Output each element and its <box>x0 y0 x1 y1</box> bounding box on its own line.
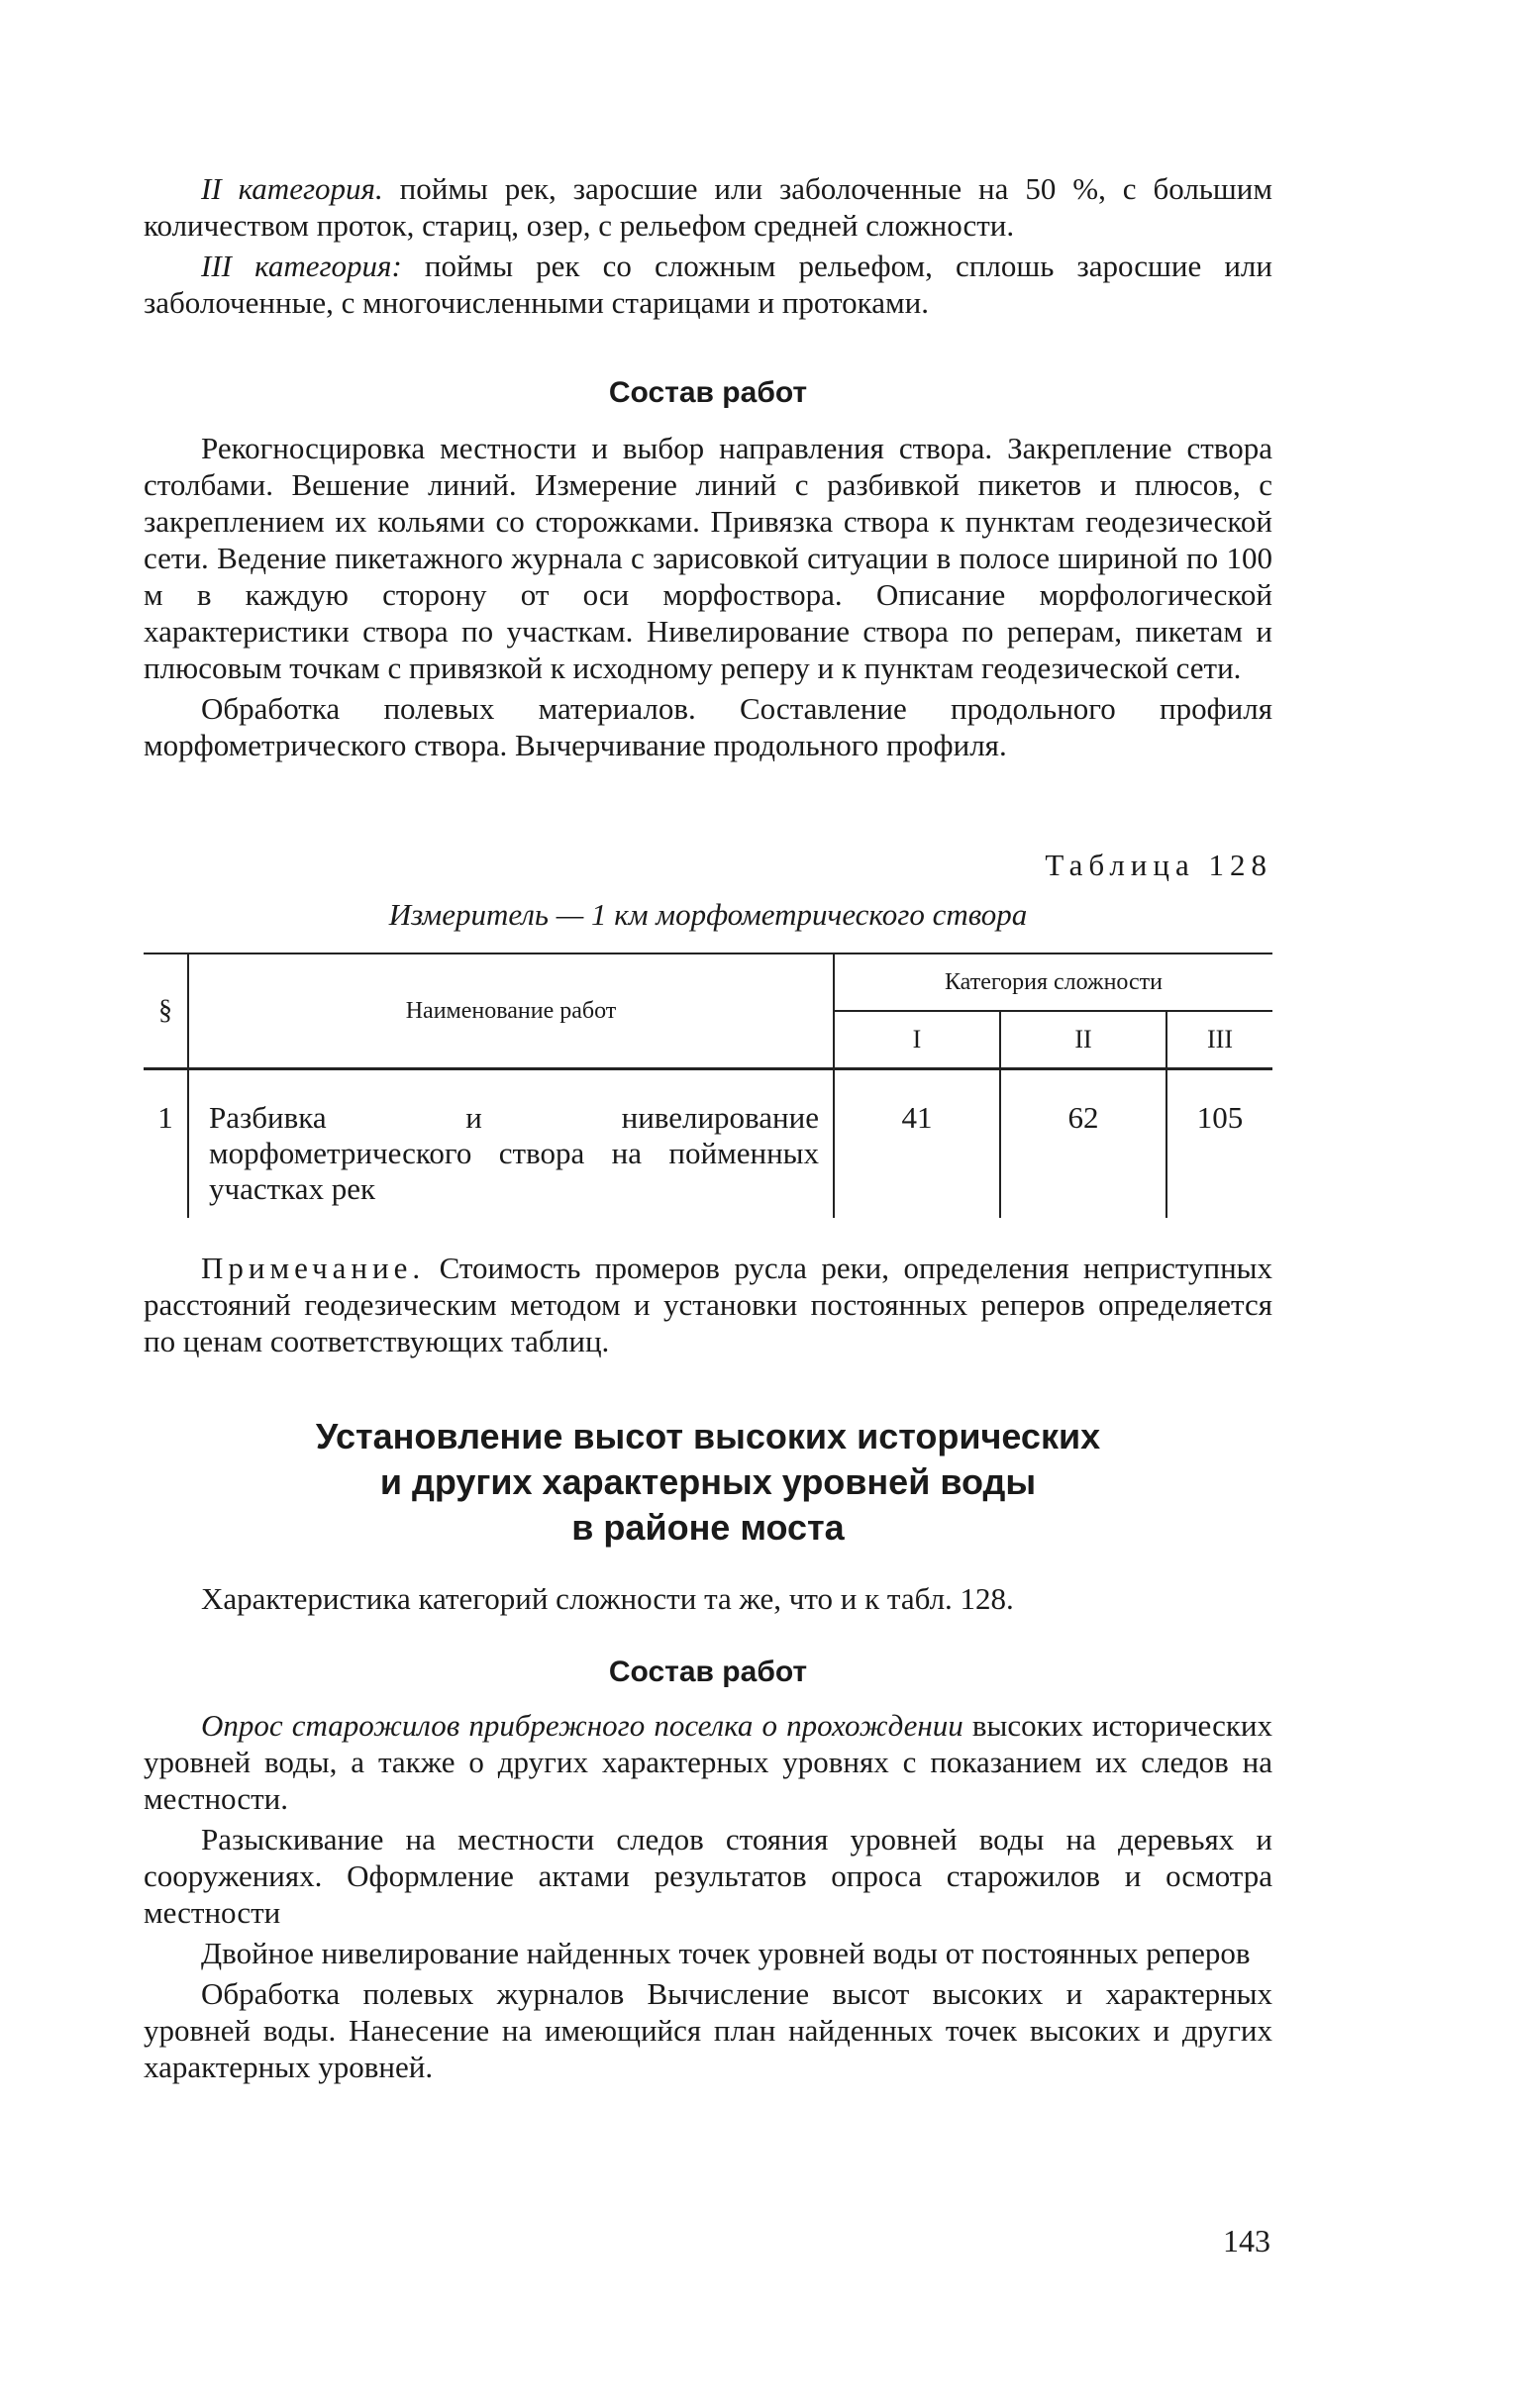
section-2-subheading: Состав работ <box>608 1656 808 1688</box>
section-1-paragraph-2: Обработка полевых материалов. Составление продольного профиля морфометрического створа. Вычерчивание продольного профиля. <box>144 691 1272 762</box>
category-2-label: II категория. <box>201 171 383 206</box>
section-1-body <box>144 430 1272 763</box>
section-2-paragraph-3: Двойное нивелирование найденных точек уровней воды от постоянных реперов <box>201 1936 1251 1970</box>
work-cost-table <box>144 953 1272 1218</box>
category-3-label: III категория: <box>201 249 402 283</box>
header-cat-2: II <box>1000 1011 1166 1069</box>
characteristic-line <box>144 1580 1272 1617</box>
section-2-paragraph-1-rest: высоких исторических уровней воды, а также о других характерных уровнях с показанием их следов на местности. <box>144 1708 1272 1816</box>
table-measure: Измеритель — 1 км морфометрического створа <box>388 897 1028 932</box>
table-wrapper <box>144 953 1272 1218</box>
row-num: 1 <box>144 1069 188 1219</box>
category-2-text: поймы рек, заросшие или заболоченные на 50 %, с большим количеством проток, стариц, озер, с рельефом средней сложности. <box>144 171 1273 243</box>
category-2-paragraph <box>144 170 1272 244</box>
section-2-paragraph-4: Обработка полевых журналов Вычисление высот высоких и характерных уровней воды. Нанесение на имеющийся план найденных точек высоких и других характерных уровней. <box>144 1976 1272 2084</box>
header-cat-3: III <box>1166 1011 1272 1069</box>
category-3-paragraph <box>144 248 1272 321</box>
section-2-heading <box>144 1414 1272 1551</box>
section-2-heading-line-2: и других характерных уровней воды <box>379 1461 1037 1502</box>
section-2-body <box>144 1707 1272 2085</box>
header-category: Категория сложности <box>834 953 1272 1011</box>
note-text: Стоимость промеров русла реки, определения неприступных расстояний геодезическим методом и установки постоянных реперов определяется по ценам соответствующих таблиц. <box>144 1251 1272 1358</box>
table-row <box>144 1069 1272 1219</box>
characteristic-text: Характеристика категорий сложности та же, что и к табл. 128. <box>201 1581 1014 1616</box>
row-value-cat-1: 41 <box>834 1069 1000 1219</box>
header-cat-1: I <box>834 1011 1000 1069</box>
section-2-heading-line-3: в районе моста <box>571 1507 845 1548</box>
header-name: Наименование работ <box>188 953 834 1069</box>
section-2-paragraph-1-italic: Опрос старожилов прибрежного поселка о прохождении <box>201 1708 963 1743</box>
row-name: Разбивка и нивелирование морфометрического створа на пойменных участках рек <box>188 1069 834 1219</box>
section-1-heading: Состав работ <box>608 376 808 409</box>
table-note <box>144 1250 1272 1359</box>
page-number: 143 <box>1223 2223 1270 2258</box>
note-paragraph <box>144 1250 1272 1359</box>
section-2-paragraph-2: Разыскивание на местности следов стояния уровней воды на деревьях и сооружениях. Оформление актами результатов опроса старожилов и осмотра местности <box>144 1822 1272 1930</box>
section-2-heading-line-1: Установление высот высоких исторических <box>315 1416 1101 1456</box>
header-num: § <box>144 953 188 1069</box>
intro-section <box>144 170 1272 321</box>
category-3-text: поймы рек со сложным рельефом, сплошь заросшие или заболоченные, с многочисленными старицами и протоками. <box>144 249 1272 320</box>
row-value-cat-3: 105 <box>1196 1100 1244 1135</box>
table-header-row-1 <box>144 953 1272 1011</box>
note-label: Примечание. <box>201 1251 426 1285</box>
table-caption: Таблица 128 <box>1045 848 1272 882</box>
section-2-paragraph-1 <box>144 1707 1272 1817</box>
row-value-cat-2: 62 <box>1000 1069 1166 1219</box>
section-1-paragraph-1: Рекогносцировка местности и выбор направления створа. Закрепление створа столбами. Вешение линий. Измерение линий с разбивкой пикетов и плюсов, с закреплением их кольями со сторожками. Привязка створа к пунктам геодезической сети. Ведение пикетажного журнала с зарисовкой ситуации в полосе шириной по 100 м в каждую сторону от оси морфоствора. Описание морфологической характеристики створа по участкам. Нивелирование створа по реперам, пикетам и плюсовым точкам с привязкой к исходному реперу и к пунктам геодезической сети. <box>144 431 1272 685</box>
